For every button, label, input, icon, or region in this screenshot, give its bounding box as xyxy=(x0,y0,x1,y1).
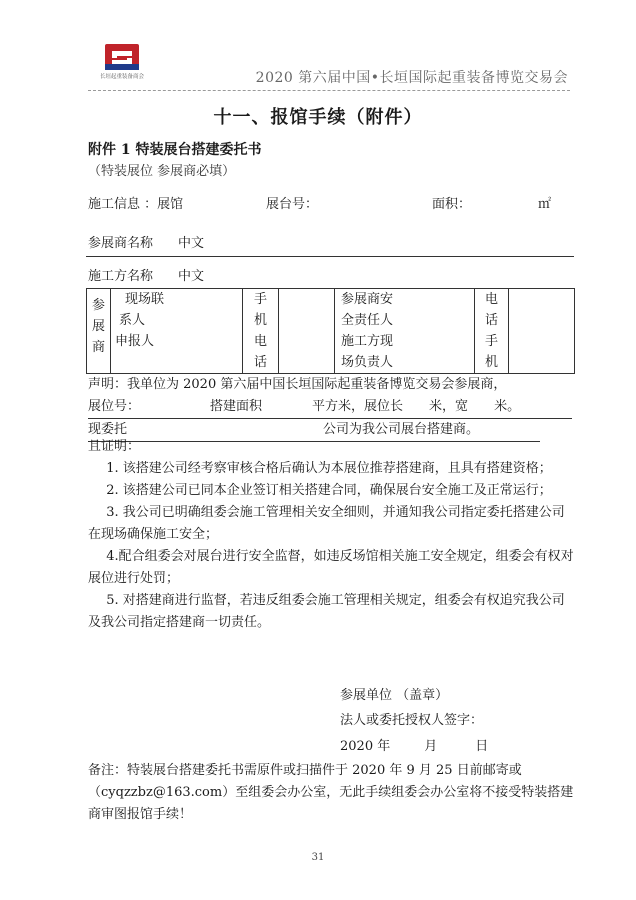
logo-emblem-icon xyxy=(105,44,139,70)
attachment-title: 附件 1 特装展台搭建委托书 xyxy=(88,142,262,158)
exhibitor-unit-seal: 参展单位 （盖章） xyxy=(340,688,449,703)
org-name: 长垣起重装备商会 xyxy=(99,74,144,80)
contractor-name-row xyxy=(86,256,574,289)
remark-note: 备注：特装展台搭建委托书需原件或扫描件于 2020 年 9 月 25 日前邮寄或（cyqzzbz@163.com）至组委会办公室，无此手续组委会办公室将不接受特装搭建商审图报馆手续！ xyxy=(88,763,574,822)
list-item: 5. 对搭建商进行监督，若违反组委会施工管理相关规定，组委会有权追究我公司及我公司指定搭建商一切责任。 xyxy=(88,593,565,630)
construction-info-label: 施工信息 ：展馆 xyxy=(88,197,184,212)
event-title: 2020 第六届中国•长垣国际起重装备博览交易会 xyxy=(255,70,568,86)
contact-table xyxy=(86,288,575,374)
site-contact-phone-cell[interactable] xyxy=(279,289,335,374)
list-item: 2. 该搭建公司已同本企业签订相关搭建合同，确保展台安全施工及正常运行； xyxy=(106,483,552,498)
manager-label: 参展商安 全责任人 施工方现 场负责人 xyxy=(335,289,475,374)
header-divider xyxy=(88,90,570,91)
organization-logo xyxy=(92,44,152,80)
declaration-line-1: 声明：我单位为 2020 第六届中国长垣国际起重装备博览交易会参展商， xyxy=(88,377,507,392)
signature-date: 2020 年 月 日 xyxy=(340,739,489,754)
manager-phone-cell[interactable] xyxy=(509,289,575,374)
page-number: 31 xyxy=(311,852,325,863)
section-title: 十一、报馆手续（附件） xyxy=(213,107,423,128)
declaration-line-2: 展位号： 搭建面积 平方米，展位长 米，宽 米。 xyxy=(88,396,574,419)
declaration xyxy=(88,374,574,442)
area-label: 面积： xyxy=(432,197,472,212)
phone-vertical-label-2: 电 话 手 机 xyxy=(475,289,509,374)
authorized-signature: 法人或委托授权人签字： xyxy=(340,713,484,728)
hereby-certify: 且证明： xyxy=(88,439,141,454)
exhibitor-name-label: 参展商名称 xyxy=(88,236,154,251)
phone-vertical-label: 手 机 电 话 xyxy=(243,289,279,374)
contractor-name-lang: 中文 xyxy=(178,269,205,284)
declaration-line-3: 现委托 公司为我公司展台搭建商。 xyxy=(88,419,574,442)
booth-number-label: 展台号： xyxy=(266,197,319,212)
area-unit: ㎡ xyxy=(538,197,552,212)
contractor-name-label: 施工方名称 xyxy=(88,269,154,284)
construction-info-row xyxy=(86,184,574,218)
list-item: 3. 我公司已明确组委会施工管理相关安全细则，并通知我公司指定委托搭建公司在现场确保施工安全； xyxy=(88,505,565,542)
list-item: 4.配合组委会对展台进行安全监督，如违反场馆相关施工安全规定，组委会有权对展位进行处罚； xyxy=(88,549,574,586)
certification-list xyxy=(88,436,574,634)
exhibitor-name-row xyxy=(86,222,574,257)
exhibitor-name-lang: 中文 xyxy=(178,236,205,251)
site-contact-label: 现场联 系人 申报人 xyxy=(111,289,243,374)
list-item: 1. 该搭建公司经考察审核合格后确认为本展位推荐搭建商，且具有搭建资格； xyxy=(106,461,552,476)
attachment-subtitle: （特装展位 参展商必填） xyxy=(88,164,236,179)
exhibitor-vertical-label: 参 展 商 xyxy=(87,289,111,374)
